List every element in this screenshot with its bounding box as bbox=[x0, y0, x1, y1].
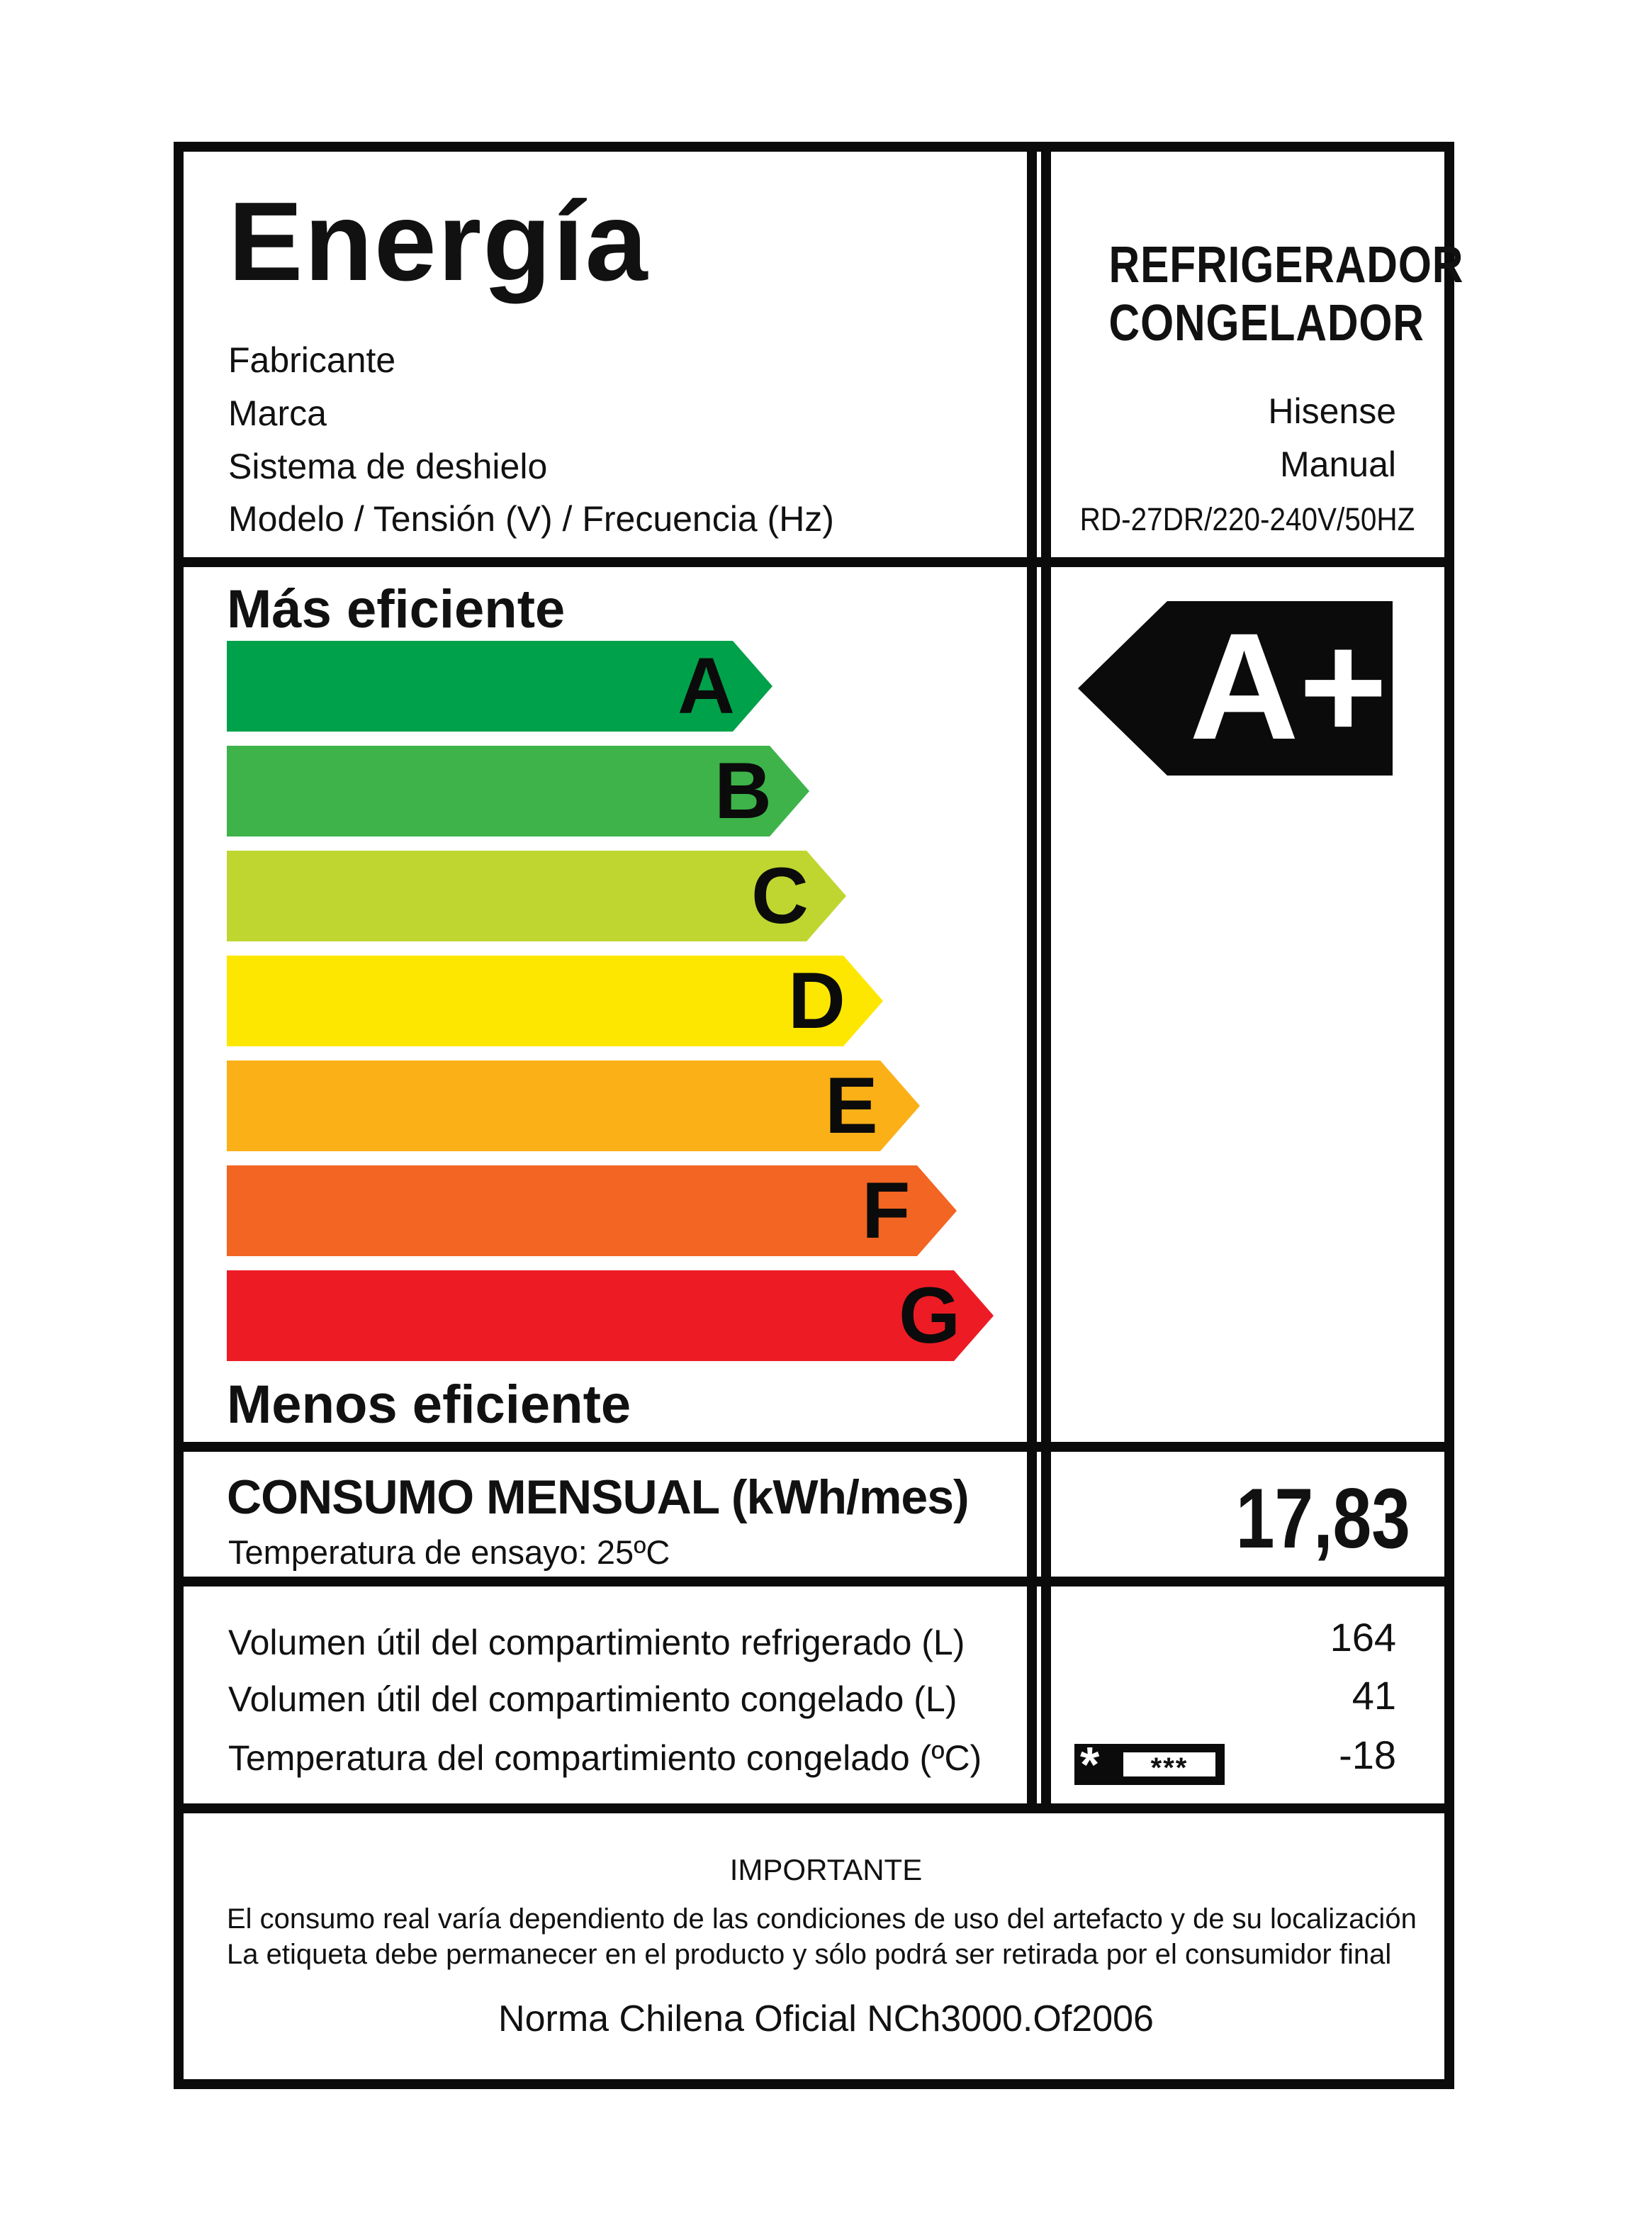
important-line-2: La etiqueta debe permanecer en el producto y sólo podrá ser retirada por el consumidor final bbox=[227, 1939, 1392, 1970]
freezer-big-star: * bbox=[1080, 1737, 1100, 1792]
consumption-subtitle: Temperatura de ensayo: 25ºC bbox=[228, 1533, 670, 1571]
efficiency-letter-e: E bbox=[825, 1061, 878, 1150]
efficiency-bar-a bbox=[227, 641, 772, 732]
efficiency-letter-f: F bbox=[862, 1166, 911, 1255]
scale-top-label: Más eficiente bbox=[227, 579, 566, 639]
section-divider bbox=[174, 1442, 1454, 1452]
section-divider bbox=[174, 1803, 1454, 1813]
defrost-value: Manual bbox=[1280, 444, 1396, 484]
efficiency-letter-b: B bbox=[714, 746, 772, 835]
fridge-volume-value: 164 bbox=[1330, 1615, 1396, 1660]
freezer-star-rating-icon bbox=[1074, 1737, 1225, 1792]
efficiency-bar-e bbox=[227, 1060, 920, 1151]
brand-value: Hisense bbox=[1268, 391, 1396, 431]
important-line-1: El consumo real varía dependiento de las condiciones de uso del artefacto y de su localización bbox=[227, 1903, 1417, 1935]
efficiency-bar-b bbox=[227, 746, 809, 836]
important-title: IMPORTANTE bbox=[729, 1853, 923, 1886]
column-divider bbox=[1041, 142, 1051, 1808]
consumption-value: 17,83 bbox=[1235, 1471, 1410, 1566]
product-type-line2: CONGELADOR bbox=[1108, 295, 1425, 352]
product-type-line1: REFRIGERADOR bbox=[1108, 237, 1464, 293]
section-divider bbox=[174, 1577, 1454, 1586]
efficiency-bar-c bbox=[227, 851, 846, 941]
label-title: Energía bbox=[228, 179, 649, 304]
model-value: RD-27DR/220-240V/50HZ bbox=[1079, 501, 1415, 537]
rating-class: A+ bbox=[1189, 602, 1388, 771]
freezer-temp-label: Temperatura del compartimiento congelado (ºC) bbox=[228, 1738, 982, 1778]
efficiency-bar-f bbox=[227, 1165, 957, 1256]
freezer-volume-label: Volumen útil del compartimiento congelado (L) bbox=[228, 1679, 957, 1719]
section-divider bbox=[174, 557, 1454, 567]
efficiency-letter-c: C bbox=[751, 851, 809, 940]
freezer-small-stars: *** bbox=[1121, 1750, 1218, 1779]
consumption-title: CONSUMO MENSUAL (kWh/mes) bbox=[227, 1470, 969, 1524]
efficiency-letter-d: D bbox=[788, 956, 845, 1045]
column-divider bbox=[1027, 142, 1037, 1808]
freezer-temp-value: -18 bbox=[1339, 1733, 1396, 1777]
model-label: Modelo / Tensión (V) / Frecuencia (Hz) bbox=[228, 499, 834, 539]
scale-bottom-label: Menos eficiente bbox=[227, 1375, 631, 1435]
efficiency-bar-d bbox=[227, 956, 883, 1046]
efficiency-letter-g: G bbox=[899, 1271, 961, 1360]
efficiency-bar-g bbox=[227, 1270, 994, 1361]
manufacturer-label: Fabricante bbox=[228, 340, 396, 380]
brand-label: Marca bbox=[228, 393, 327, 433]
defrost-label: Sistema de deshielo bbox=[228, 447, 548, 486]
fridge-volume-label: Volumen útil del compartimiento refrigerado (L) bbox=[228, 1623, 965, 1662]
norma-reference: Norma Chilena Oficial NCh3000.Of2006 bbox=[498, 1998, 1154, 2039]
product-type bbox=[1108, 236, 1464, 352]
efficiency-letter-a: A bbox=[678, 642, 735, 730]
freezer-volume-value: 41 bbox=[1352, 1673, 1396, 1718]
